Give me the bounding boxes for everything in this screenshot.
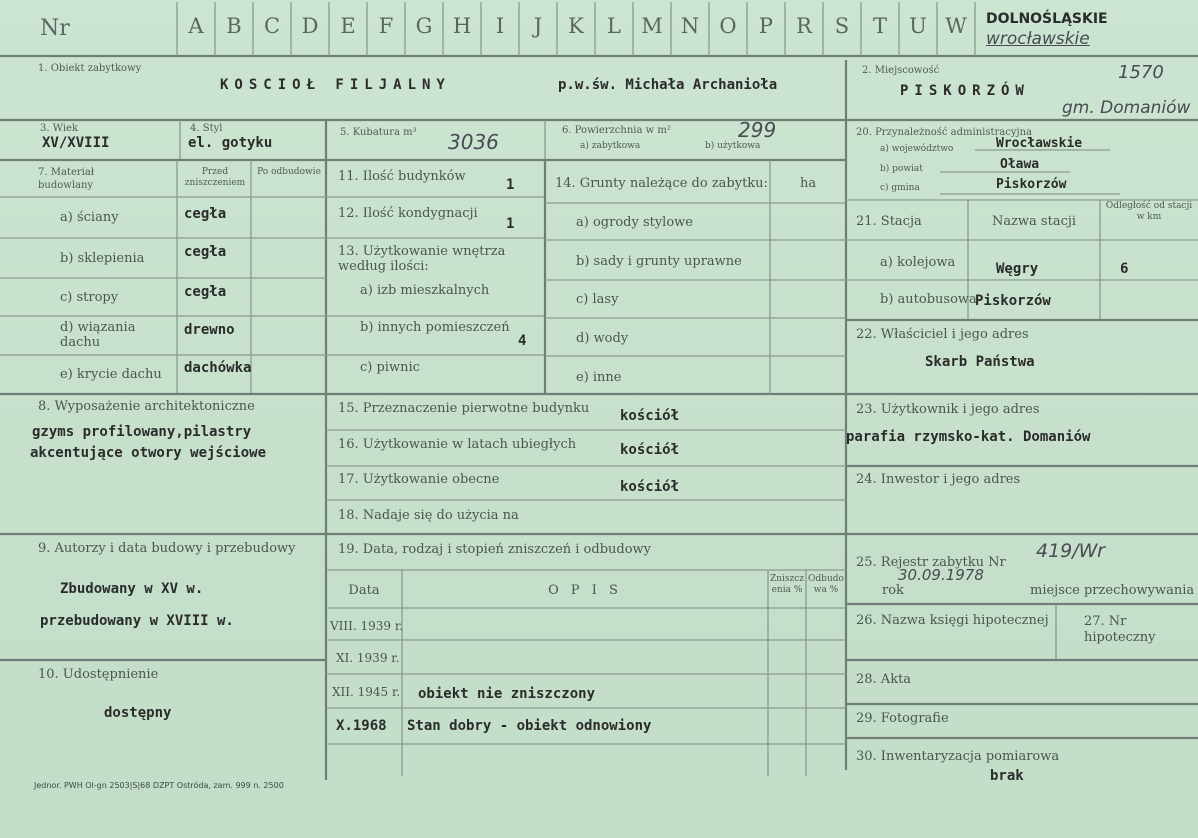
- classification-letter: T: [872, 14, 887, 38]
- f21-a-distance: 6: [1120, 261, 1129, 277]
- f19-label: 19. Data, rodzaj i stopień zniszczeń i odbudowy: [338, 542, 652, 557]
- f7-row-value: drewno: [184, 322, 235, 338]
- f9-value-line2: przebudowany w XVIII w.: [40, 613, 234, 629]
- f14-label: 14. Grunty należące do zabytku:: [555, 176, 768, 191]
- classification-letter: B: [226, 14, 242, 38]
- f2-value: PISKORZÓW: [900, 83, 1030, 99]
- f30-label: 30. Inwentaryzacja pomiarowa: [856, 749, 1060, 764]
- f18-label: 18. Nadaje się do użycia na: [338, 508, 519, 523]
- f14-unit: ha: [800, 176, 817, 191]
- f25-label: 25. Rejestr zabytku Nr: [856, 555, 1006, 570]
- f8-label: 8. Wyposażenie architektoniczne: [38, 399, 255, 414]
- classification-letter: P: [758, 14, 774, 38]
- f15-value: kościół: [620, 408, 680, 424]
- f21-b-name: Piskorzów: [975, 293, 1051, 309]
- classification-letter: R: [796, 14, 812, 38]
- f7-row-value: cegła: [184, 244, 227, 260]
- f20-b-label: b) powiat: [880, 164, 923, 174]
- f10-value: dostępny: [104, 705, 172, 721]
- f25-handwritten-number: 419/Wr: [1036, 540, 1105, 562]
- f13-b-value: 4: [518, 333, 527, 349]
- f20-a-value: Wrocławskie: [996, 136, 1083, 151]
- f7-row-label: d) wiązania dachu: [60, 320, 136, 350]
- f2-handwritten-commune: gm. Domaniów: [1062, 98, 1191, 118]
- f13-b-label: b) innych pomieszczeń: [360, 320, 510, 335]
- f19-col-rebuild: Odbudowa %: [808, 574, 844, 595]
- f17-value: kościół: [620, 479, 680, 495]
- f19-col-destruction: Zniszczenia %: [769, 574, 805, 595]
- f15-label: 15. Przeznaczenie pierwotne budynku: [338, 401, 590, 416]
- classification-letter: D: [301, 14, 319, 38]
- f19-row-description: obiekt nie zniszczony: [418, 686, 596, 702]
- classification-letter: E: [340, 14, 356, 38]
- f11-label: 11. Ilość budynków: [338, 169, 466, 184]
- f7-row-value: cegła: [184, 206, 227, 222]
- f14-row: a) ogrody stylowe: [576, 215, 693, 230]
- f22-label: 22. Właściciel i jego adres: [856, 327, 1029, 342]
- f21-label: 21. Stacja: [856, 214, 922, 229]
- f7-row-label: c) stropy: [60, 290, 119, 305]
- f19-row-date: X.1968: [336, 718, 387, 734]
- f19-col-description: O P I S: [548, 583, 622, 598]
- f22-value: Skarb Państwa: [925, 354, 1035, 370]
- f20-b-value: Oława: [1000, 157, 1040, 172]
- classification-letter: I: [495, 14, 505, 38]
- f27-label: 27. Nr hipoteczny: [1084, 614, 1156, 645]
- f19-row-date: XI. 1939 r.: [336, 651, 400, 665]
- printer-imprint: Jednor. PWH Ol-gn 2503|S|68 DZPT Ostróda, zam. 999 n. 2500: [34, 781, 284, 790]
- f19-col-date: Data: [348, 583, 380, 598]
- region-handwritten: wrocławskie: [986, 29, 1090, 49]
- f14-row: b) sady i grunty uprawne: [576, 254, 742, 269]
- classification-letter: S: [834, 14, 850, 38]
- f20-label: 20. Przynależność administracyjna: [856, 127, 1032, 138]
- f14-row: d) wody: [576, 331, 629, 346]
- f8-value-line2: akcentujące otwory wejściowe: [30, 445, 267, 461]
- f12-label: 12. Ilość kondygnacji: [338, 206, 478, 221]
- f13-c-label: c) piwnic: [360, 360, 420, 375]
- f13-label: 13. Użytkowanie wnętrza według ilości:: [338, 244, 506, 274]
- classification-letter: H: [452, 14, 472, 38]
- f7-col-after: Po odbudowie: [257, 167, 321, 177]
- f2-label: 2. Miejscowość: [862, 65, 940, 76]
- classification-letter: G: [415, 14, 433, 38]
- classification-letter: F: [378, 14, 394, 38]
- f19-row-date: VIII. 1939 r.: [330, 619, 404, 633]
- classification-letter: N: [680, 14, 700, 38]
- f7-row-label: e) krycie dachu: [60, 367, 162, 382]
- f25-rok-label: rok: [882, 583, 904, 598]
- classification-letter: L: [607, 14, 621, 38]
- f9-label: 9. Autorzy i data budowy i przebudowy: [38, 541, 296, 556]
- nr-label: Nr: [40, 16, 70, 41]
- f7-row-label: b) sklepienia: [60, 251, 145, 266]
- f17-label: 17. Użytkowanie obecne: [338, 472, 500, 487]
- f13-a-label: a) izb mieszkalnych: [360, 283, 490, 298]
- f21-a-name: Węgry: [996, 261, 1039, 277]
- f7-label: 7. Materiał budowlany: [38, 167, 95, 191]
- f25-place-label: miejsce przechowywania: [1030, 583, 1195, 598]
- f1-value-dedication: p.w.św. Michała Archanioła: [558, 77, 778, 93]
- region-stamp: DOLNOŚLĄSKIE: [986, 11, 1108, 27]
- f6-label: 6. Powierzchnia w m²: [562, 125, 671, 136]
- f7-row-value: cegła: [184, 284, 227, 300]
- f16-label: 16. Użytkowanie w latach ubiegłych: [338, 437, 577, 452]
- f3-value: XV/XVIII: [42, 135, 110, 151]
- f21-col-distance: Odległość od stacji w km: [1105, 201, 1193, 222]
- f19-row-description: Stan dobry - obiekt odnowiony: [407, 718, 652, 734]
- f6-handwritten-value: 299: [738, 118, 777, 142]
- classification-letter: A: [188, 14, 204, 38]
- f4-label: 4. Styl: [190, 123, 223, 134]
- f1-value: KOSCIOŁ FILJALNY: [220, 77, 451, 93]
- f4-value: el. gotyku: [188, 135, 273, 151]
- f11-value: 1: [506, 177, 515, 193]
- f14-row: e) inne: [576, 370, 622, 385]
- f7-row-value: dachówka: [184, 360, 252, 376]
- classification-letter: O: [719, 14, 737, 38]
- f16-value: kościół: [620, 442, 680, 458]
- f10-label: 10. Udostępnienie: [38, 667, 159, 682]
- f20-a-label: a) województwo: [880, 144, 954, 154]
- f12-value: 1: [506, 216, 515, 232]
- f9-value-line1: Zbudowany w XV w.: [60, 581, 204, 597]
- classification-letter: U: [909, 14, 927, 38]
- f7-row-label: a) ściany: [60, 210, 119, 225]
- f29-label: 29. Fotografie: [856, 711, 949, 726]
- f2-handwritten-number: 1570: [1118, 62, 1164, 83]
- f26-label: 26. Nazwa księgi hipotecznej: [856, 613, 1049, 628]
- f7-col-before: Przed zniszczeniem: [184, 167, 246, 188]
- f8-value-line1: gzyms profilowany,pilastry: [32, 424, 252, 440]
- f5-handwritten-value: 3036: [448, 130, 499, 154]
- f6-sub-b: b) użytkowa: [705, 141, 761, 151]
- f28-label: 28. Akta: [856, 672, 912, 687]
- f14-row: c) lasy: [576, 292, 619, 307]
- f21-b-label: b) autobusowa: [880, 292, 977, 307]
- f3-label: 3. Wiek: [40, 123, 78, 134]
- f23-label: 23. Użytkownik i jego adres: [856, 402, 1040, 417]
- f19-row-date: XII. 1945 r.: [332, 685, 401, 699]
- f1-label: 1. Obiekt zabytkowy: [38, 63, 142, 74]
- f20-c-label: c) gmina: [880, 183, 920, 193]
- classification-letter: J: [533, 14, 543, 38]
- f24-label: 24. Inwestor i jego adres: [856, 472, 1021, 487]
- f21-col-name: Nazwa stacji: [991, 214, 1077, 229]
- f21-a-label: a) kolejowa: [880, 255, 956, 270]
- f25-handwritten-date: 30.09.1978: [898, 566, 984, 584]
- classification-letter: K: [568, 14, 584, 38]
- f30-value: brak: [990, 768, 1024, 784]
- classification-letter: C: [263, 14, 281, 38]
- classification-letter: W: [945, 14, 967, 38]
- f6-sub-a: a) zabytkowa: [580, 141, 641, 151]
- classification-letter: M: [641, 14, 663, 38]
- f23-value: parafia rzymsko-kat. Domaniów: [846, 429, 1091, 445]
- f5-label: 5. Kubatura m³: [340, 127, 417, 138]
- f20-c-value: Piskorzów: [996, 177, 1067, 192]
